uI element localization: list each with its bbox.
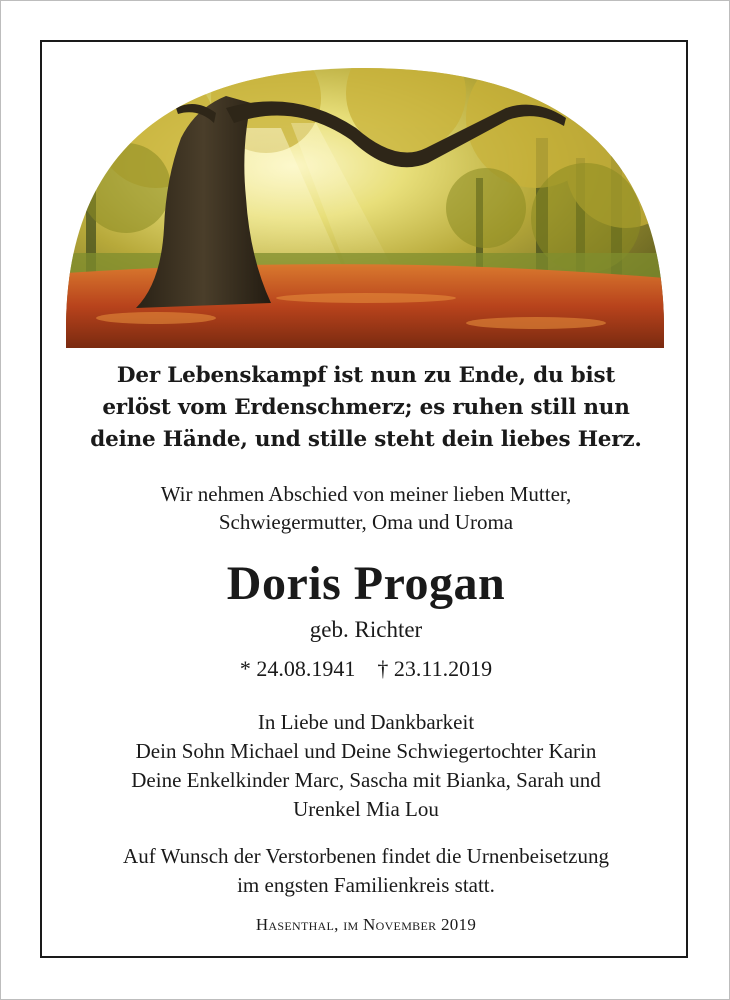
- mourner-line: Dein Sohn Michael und Deine Schwiegertochter Karin: [135, 739, 597, 763]
- mourner-line: Deine Enkelkinder Marc, Sascha mit Bianka, Sarah und: [131, 768, 601, 792]
- life-dates: [42, 655, 690, 683]
- mourner-line: Urenkel Mia Lou: [293, 797, 439, 821]
- mourners-list: [42, 708, 690, 824]
- birth-name: geb. Richter: [309, 617, 423, 642]
- death-date: † 23.11.2019: [377, 656, 493, 681]
- mourner-line: In Liebe und Dankbarkeit: [257, 710, 475, 734]
- intro-line: Wir nehmen Abschied von meiner lieben Mutter,: [160, 482, 572, 506]
- burial-line: im engsten Familienkreis statt.: [237, 873, 495, 897]
- burial-line: Auf Wunsch der Verstorbenen findet die Urnenbeisetzung: [123, 844, 609, 868]
- obituary-card: [40, 40, 688, 958]
- verse-line: erlöst vom Erdenschmerz; es ruhen still nun: [102, 395, 630, 420]
- intro-line: Schwiegermutter, Oma und Uroma: [218, 510, 514, 534]
- burial-note: [42, 842, 690, 900]
- farewell-intro: [42, 480, 690, 536]
- deceased-name: Doris Progan: [226, 557, 506, 610]
- place-and-date: Hasenthal, im November 2019: [255, 915, 477, 934]
- memorial-verse: [42, 360, 690, 456]
- verse-line: deine Hände, und stille steht dein liebes Herz.: [90, 427, 642, 452]
- verse-line: Der Lebenskampf ist nun zu Ende, du bist: [116, 363, 616, 388]
- autumn-tree-photo: [66, 68, 664, 348]
- birth-date: * 24.08.1941: [239, 656, 356, 681]
